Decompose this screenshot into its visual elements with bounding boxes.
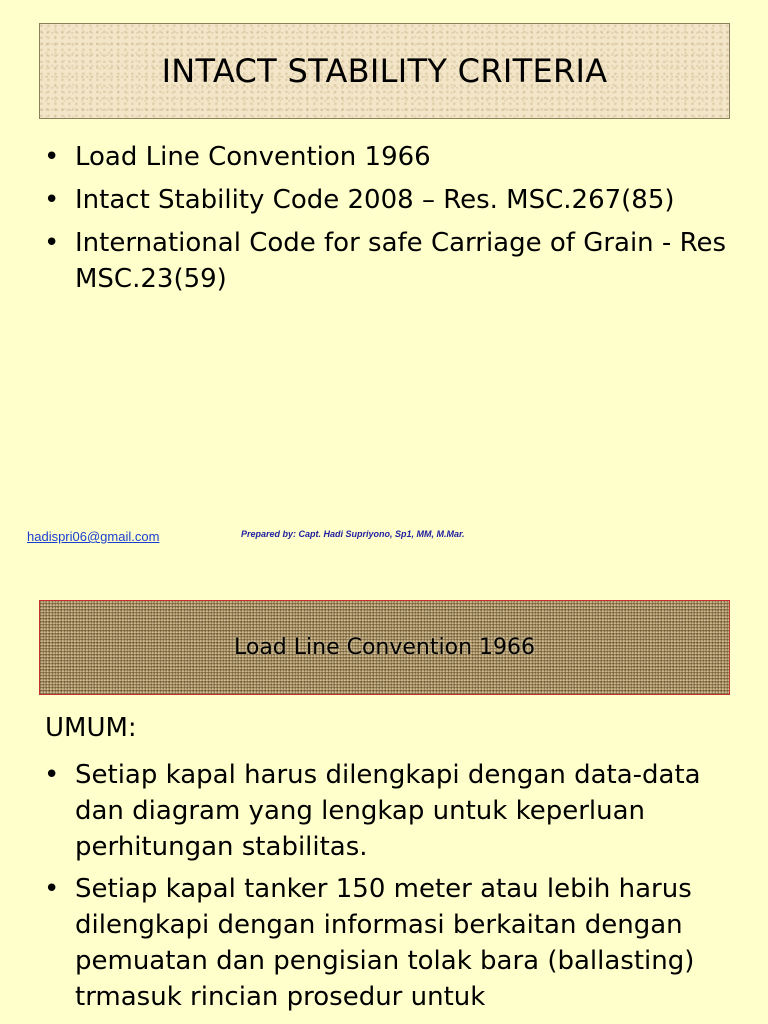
prepared-by-text: Prepared by: Capt. Hadi Supriyono, Sp1, MM, M.Mar.	[241, 529, 465, 539]
umum-list	[44, 757, 734, 1021]
list-item: • International Code for safe Carriage of Grain - Res MSC.23(59)	[44, 225, 734, 297]
list-item: • Load Line Convention 1966	[44, 139, 734, 175]
email-link[interactable]: hadispri06@gmail.com	[27, 529, 160, 544]
slide-title-box	[39, 23, 730, 119]
list-item: • Intact Stability Code 2008 – Res. MSC.267(85)	[44, 182, 734, 218]
section-heading: UMUM:	[45, 713, 137, 743]
criteria-list	[44, 139, 734, 304]
list-item: • Setiap kapal tanker 150 meter atau lebih harus dilengkapi dengan informasi berkaitan dengan pemuatan dan pengisian tolak bara (ballasting) trmasuk rincian prosedur untuk	[44, 871, 734, 1015]
slide2-title: Load Line Convention 1966	[234, 635, 535, 660]
slide-title: INTACT STABILITY CRITERIA	[161, 52, 608, 90]
list-item: • Setiap kapal harus dilengkapi dengan data-data dan diagram yang lengkap untuk keperluan perhitungan stabilitas.	[44, 757, 734, 865]
slide2-title-box	[39, 600, 730, 695]
